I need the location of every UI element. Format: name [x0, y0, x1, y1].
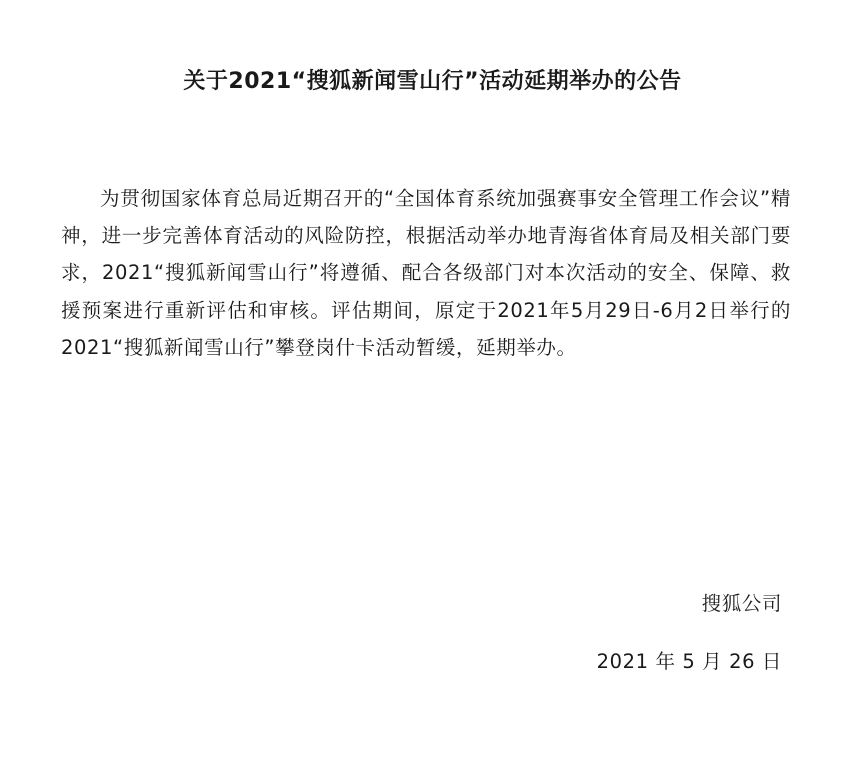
announcement-date: 2021 年 5 月 26 日 [596, 650, 782, 673]
announcement-body: 为贯彻国家体育总局近期召开的“全国体育系统加强赛事安全管理工作会议”精神，进一步完善体育活动的风险防控，根据活动举办地青海省体育局及相关部门要求，2021“搜狐新闻雪山行”将遵循、配合各级部门对本次活动的安全、保障、救援预案进行重新评估和审核。评估期间，原定于2021年5月29日-6月2日举行的2021“搜狐新闻雪山行”攀登岗什卡活动暂缓，延期举办。 [61, 187, 791, 359]
announcement-signature: 搜狐公司 [701, 592, 782, 615]
announcement-title: 关于2021“搜狐新闻雪山行”活动延期举办的公告 [183, 69, 682, 94]
